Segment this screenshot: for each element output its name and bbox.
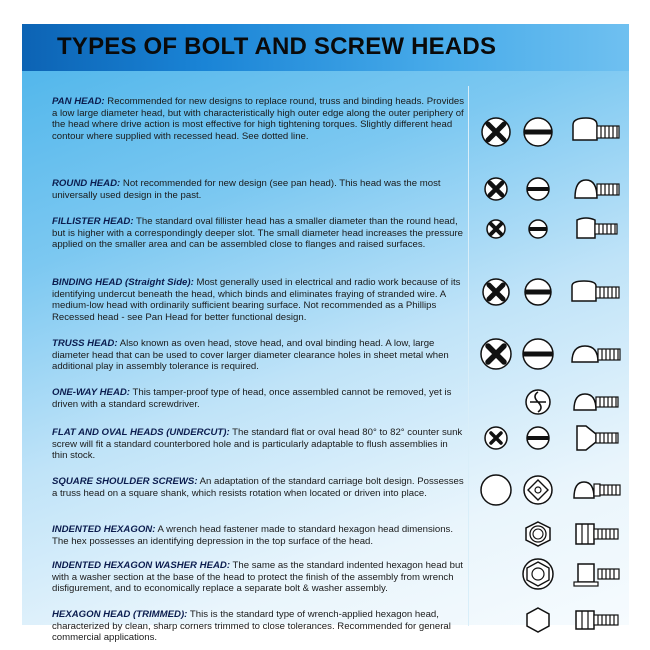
entry-flat-oval-heads [52, 427, 465, 462]
flat-oval-head-icons [476, 422, 626, 454]
indented-hex-profile-icon [576, 524, 618, 544]
slotted-head-icon [529, 220, 547, 238]
entry-heading: BINDING HEAD (Straight Side): [52, 277, 194, 288]
fillister-head-profile-icon [577, 218, 617, 238]
plain-head-icon [481, 475, 511, 505]
slotted-head-icon [524, 118, 552, 146]
entry-body: A wrench head fastener made to standard hexagon head dimensions. The hex possesses an identifying depression in the top surface of the head. [52, 524, 454, 547]
square-shoulder-icons [476, 472, 626, 508]
entry-pan-head [52, 96, 465, 142]
entry-indented-hexagon [52, 524, 465, 547]
phillips-recess-icon [483, 279, 509, 305]
phillips-recess-icon [485, 178, 507, 200]
slotted-head-icon [527, 427, 549, 449]
indented-hexagon-icons [476, 518, 626, 550]
flat-head-profile-icon [577, 426, 618, 450]
slotted-head-icon [527, 178, 549, 200]
entry-round-head [52, 178, 465, 201]
poster [22, 24, 629, 644]
entry-body: The standard oval fillister head has a smaller diameter than the round head, but is higher with a correspondingly deeper slot. The small diameter head increases the pressure applied on the smaller area and can be assembled close to flanges and raised surfaces. [52, 216, 463, 251]
pan-head-icons [476, 114, 626, 150]
entry-body: Recommended for new designs to replace round, truss and binding heads. Provides a low large diameter head, but with characteristically high outer edge along the outer periphery of the head where drive action is most effective for high tightening torques. Slightly different head contour where supplied with recessed head. See dotted line. [52, 96, 465, 142]
entry-body: Most generally used in electrical and radio work because of its identifying undercut beneath the head, which binds and eliminates fraying of stranded wire. A medium-low head with ordinarily sufficient bearing surface. Not recommended as a Phillips Recessed head - see Pan Head for better functional design. [52, 277, 461, 323]
truss-head-profile-icon [572, 346, 620, 362]
entry-body: This is the standard type of wrench-applied hexagon head, characterized by clean, sharp corners trimmed to close tolerances. Recommended for general commercial applications. [52, 609, 451, 644]
entry-heading: TRUSS HEAD: [52, 338, 118, 349]
entry-body: The same as the standard indented hexagon head but with a washer section at the base of the head to protect the finish of the assembly from wrench disfigurement, and to economically replace a separate bolt & washer assembly. [52, 560, 463, 595]
one-way-slot-icon [526, 390, 550, 414]
phillips-recess-icon [485, 427, 507, 449]
truss-head-icons [476, 336, 626, 372]
phillips-recess-icon [481, 339, 511, 369]
one-way-head-icons [476, 386, 626, 418]
entry-heading: PAN HEAD: [52, 96, 105, 107]
hex-head-profile-icon [576, 611, 618, 629]
entry-heading: SQUARE SHOULDER SCREWS: [52, 476, 198, 487]
indented-hex-top-icon [526, 522, 550, 546]
hex-washer-top-icon [523, 559, 553, 589]
binding-head-icons [476, 276, 626, 308]
entry-body: The standard flat or oval head 80° to 82° counter sunk screw will fit a standard counterbored hole and is particularly adaptable to flush assemblies in thin stock. [52, 427, 463, 462]
entry-one-way-head [52, 387, 465, 410]
fillister-head-icons [476, 214, 626, 244]
entry-heading: INDENTED HEXAGON WASHER HEAD: [52, 560, 231, 571]
round-head-profile-icon [575, 180, 619, 198]
divider [468, 86, 469, 626]
entry-square-shoulder [52, 476, 465, 499]
entry-truss-head [52, 338, 465, 373]
title-bar [22, 24, 629, 71]
indented-hex-washer-icons [476, 556, 626, 592]
icon-column [468, 86, 629, 626]
pan-head-profile-icon [573, 118, 619, 140]
one-way-head-profile-icon [574, 394, 618, 410]
entry-hexagon-trimmed [52, 609, 465, 644]
phillips-recess-icon [482, 118, 510, 146]
binding-head-profile-icon [572, 281, 619, 301]
entry-heading: HEXAGON HEAD (TRIMMED): [52, 609, 188, 620]
round-head-icons [476, 174, 626, 204]
entry-body: An adaptation of the standard carriage bolt design. Possesses a truss head on a square shank, which resists rotation when located or driven into place. [52, 476, 464, 499]
entry-body: Also known as oven head, stove head, and oval binding head. A low, large diameter head that can be used to cover larger diameter clearance holes in sheet metal when additional play in assembly tolerance is required. [52, 338, 449, 373]
entry-body: This tamper-proof type of head, once assembled cannot be removed, yet is driven with a standard screwdriver. [52, 387, 452, 410]
entry-indented-hex-washer [52, 560, 465, 595]
entry-heading: ROUND HEAD: [52, 178, 121, 189]
phillips-recess-icon [487, 220, 505, 238]
hex-head-top-icon [527, 608, 549, 632]
slotted-head-icon [525, 279, 551, 305]
hexagon-trimmed-icons [476, 604, 626, 636]
hex-washer-profile-icon [574, 564, 619, 586]
entry-heading: INDENTED HEXAGON: [52, 524, 156, 535]
slotted-head-icon [523, 339, 553, 369]
entry-binding-head [52, 277, 465, 323]
square-shoulder-profile-icon [574, 482, 620, 498]
entry-heading: ONE-WAY HEAD: [52, 387, 130, 398]
entry-body: Not recommended for new design (see pan head). This head was the most universally used design in the past. [52, 178, 441, 201]
square-shank-icon [524, 476, 552, 504]
entry-heading: FLAT AND OVAL HEADS (UNDERCUT): [52, 427, 230, 438]
page-title: TYPES OF BOLT AND SCREW HEADS [57, 33, 497, 60]
entry-heading: FILLISTER HEAD: [52, 216, 134, 227]
entry-fillister-head [52, 216, 465, 251]
